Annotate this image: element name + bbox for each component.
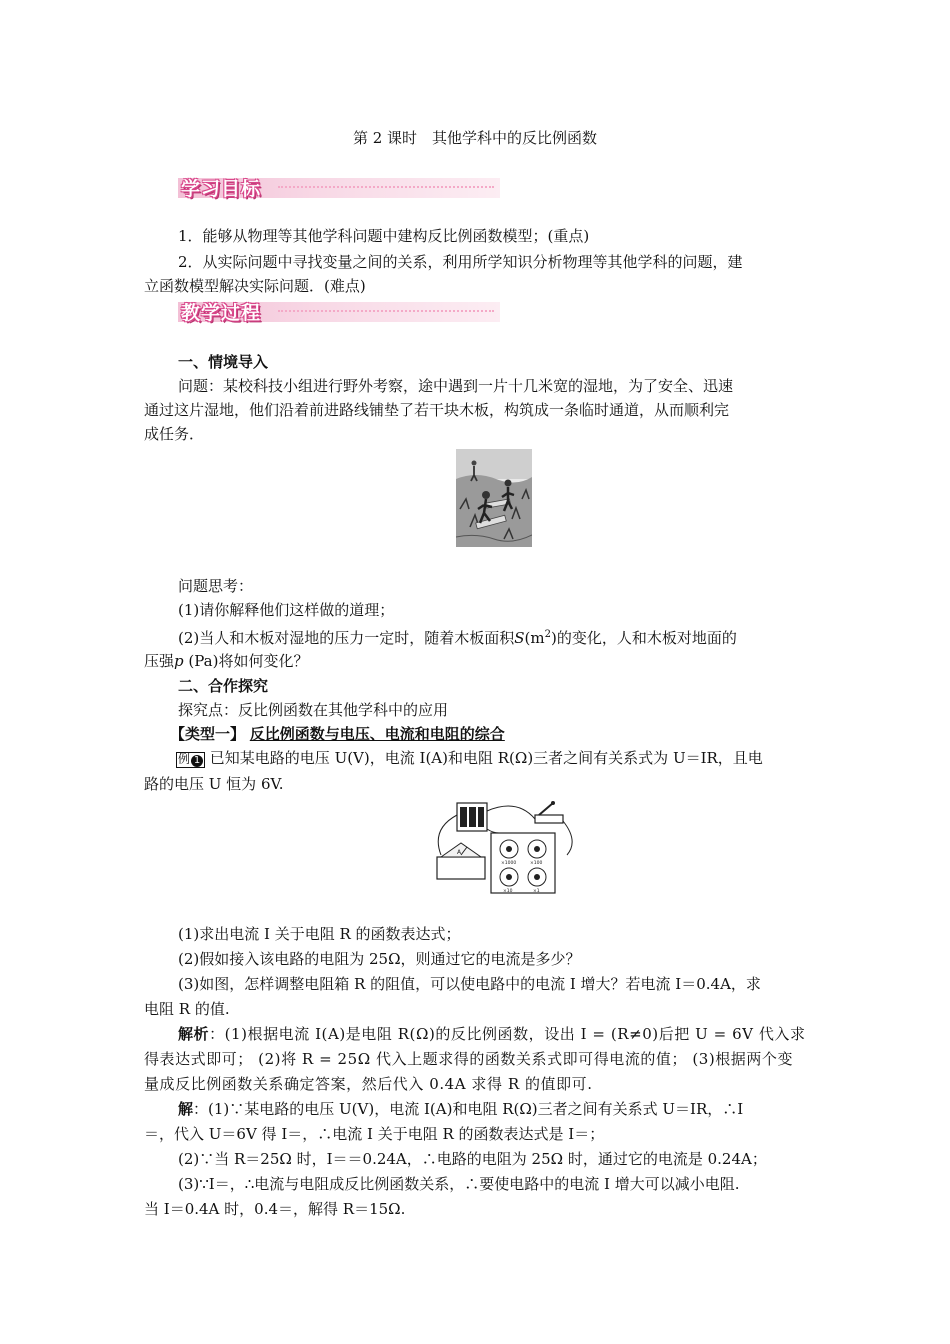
question-1: (1)求出电流 I 关于电阻 R 的函数表达式； (178, 925, 461, 943)
type-title: 反比例函数与电压、电流和电阻的综合 (249, 725, 505, 743)
think-q2-d: )的变化，人和木板对地面的 (550, 629, 737, 647)
ammeter-label: A (457, 849, 462, 856)
lesson-title: 第 2 课时 其他学科中的反比例函数 (352, 129, 598, 147)
question-3: (3)如图，怎样调整电阻箱 R 的阻值，可以使电路中的电流 I 增大？若电流 I＝0.4A，求 (178, 975, 761, 993)
think-q2-a: (2)当人和木板对湿地的压力一定时，随着木板面积 (178, 629, 515, 647)
goal-1: 1．能够从物理等其他学科问题中建构反比例函数模型；(重点) (178, 227, 590, 245)
solution-line-1 (178, 1099, 743, 1119)
solution-line-5: 当 I＝0.4A 时，0.4＝，解得 R＝15Ω. (144, 1200, 406, 1218)
example-number: 1 (191, 755, 203, 767)
resistor-box-label-1: ×1 (533, 889, 540, 894)
think-q2-var-s: S (514, 629, 525, 647)
intro-line-2: 通过这片湿地，他们沿着前进路线铺垫了若干块木板，构筑成一条临时通道，从而顺利完 (144, 401, 730, 419)
banner-dots (278, 186, 494, 188)
explore-point: 探究点：反比例函数在其他学科中的应用 (178, 701, 449, 719)
goal-2-cont: 立函数模型解决实际问题．(难点) (144, 277, 366, 295)
type-heading (170, 724, 505, 744)
banner-label: 学习目标 (181, 178, 262, 200)
intro-line-3: 成任务． (144, 425, 205, 443)
solution-line-4: (3)∵I＝，∴电流与电阻成反比例函数关系，∴要使电路中的电流 I 增大可以减小电阻. (178, 1175, 740, 1193)
question-3-cont: 电阻 R 的值. (144, 1000, 230, 1018)
resistor-box-label-100: ×100 (530, 861, 543, 866)
solution-label: 解 (178, 1100, 194, 1118)
wetland-illustration-icon (456, 449, 532, 547)
think-q3-var-p: p (174, 652, 184, 670)
solution-text-1: ：(1)∵某电路的电压 U(V)，电流 I(A)和电阻 R(Ω)三者之间有关系式 U＝IR，∴I (193, 1100, 744, 1118)
think-q3-a: 压强 (144, 652, 175, 670)
section-heading-explore: 二、合作探究 (178, 677, 269, 695)
example-label: 例 (178, 752, 191, 766)
think-q2-cont (144, 651, 308, 671)
resistor-box-label-1000: ×1000 (501, 861, 517, 866)
analysis-line-1 (178, 1024, 806, 1044)
solution-line-2: ＝，代入 U＝6V 得 I＝，∴电流 I 关于电阻 R 的函数表达式是 I＝； (144, 1125, 605, 1143)
example-1-line-2: 路的电压 U 恒为 6V. (144, 775, 284, 793)
section-heading-intro: 一、情境导入 (178, 353, 269, 371)
think-title: 问题思考： (178, 577, 254, 595)
think-q2 (178, 625, 737, 648)
banner-teaching-process (178, 298, 500, 324)
think-q1: (1)请你解释他们这样做的道理； (178, 601, 395, 619)
analysis-text-1: ：(1)根据电流 I(A)是电阻 R(Ω)的反比例函数，设出 I = (R≠0)后把 U = 6V 代入求 (209, 1025, 806, 1043)
intro-line-1: 问题：某校科技小组进行野外考察，途中遇到一片十几米宽的湿地，为了安全、迅速 (178, 377, 734, 395)
resistor-box-label-10: ×10 (503, 889, 513, 894)
solution-line-3: (2)∵当 R＝25Ω 时，I＝＝0.24A，∴电路的电阻为 25Ω 时，通过它的电流是 0.24A； (178, 1150, 767, 1168)
goal-2: 2．从实际问题中寻找变量之间的关系，利用所学知识分析物理等其他学科的问题，建 (178, 253, 743, 271)
think-q3-c: (Pa)将如何变化？ (183, 652, 309, 670)
question-2: (2)假如接入该电路的电阻为 25Ω，则通过它的电流是多少？ (178, 950, 581, 968)
analysis-label: 解析 (178, 1025, 210, 1043)
example-text-1: 已知某电路的电压 U(V)，电流 I(A)和电阻 R(Ω)三者之间有关系式为 U＝IR，且电 (209, 749, 763, 767)
type-tag: 【类型一】 (170, 725, 246, 743)
example-1-line-1 (176, 748, 763, 768)
banner-dots (278, 310, 494, 312)
circuit-diagram-icon (427, 793, 585, 895)
banner-learning-goals (178, 174, 500, 200)
analysis-line-3: 量成反比例函数关系确定答案，然后代入 0.4A 求得 R 的值即可. (144, 1075, 593, 1093)
analysis-line-2: 得表达式即可； (2)将 R = 25Ω 代入上题求得的函数关系式即可得电流的值； (3)根据两个变 (144, 1050, 793, 1068)
banner-label: 教学过程 (181, 302, 262, 324)
example-badge (176, 752, 205, 768)
think-q2-unit: (m (524, 629, 545, 647)
think-q2-sup: 2 (544, 629, 551, 640)
